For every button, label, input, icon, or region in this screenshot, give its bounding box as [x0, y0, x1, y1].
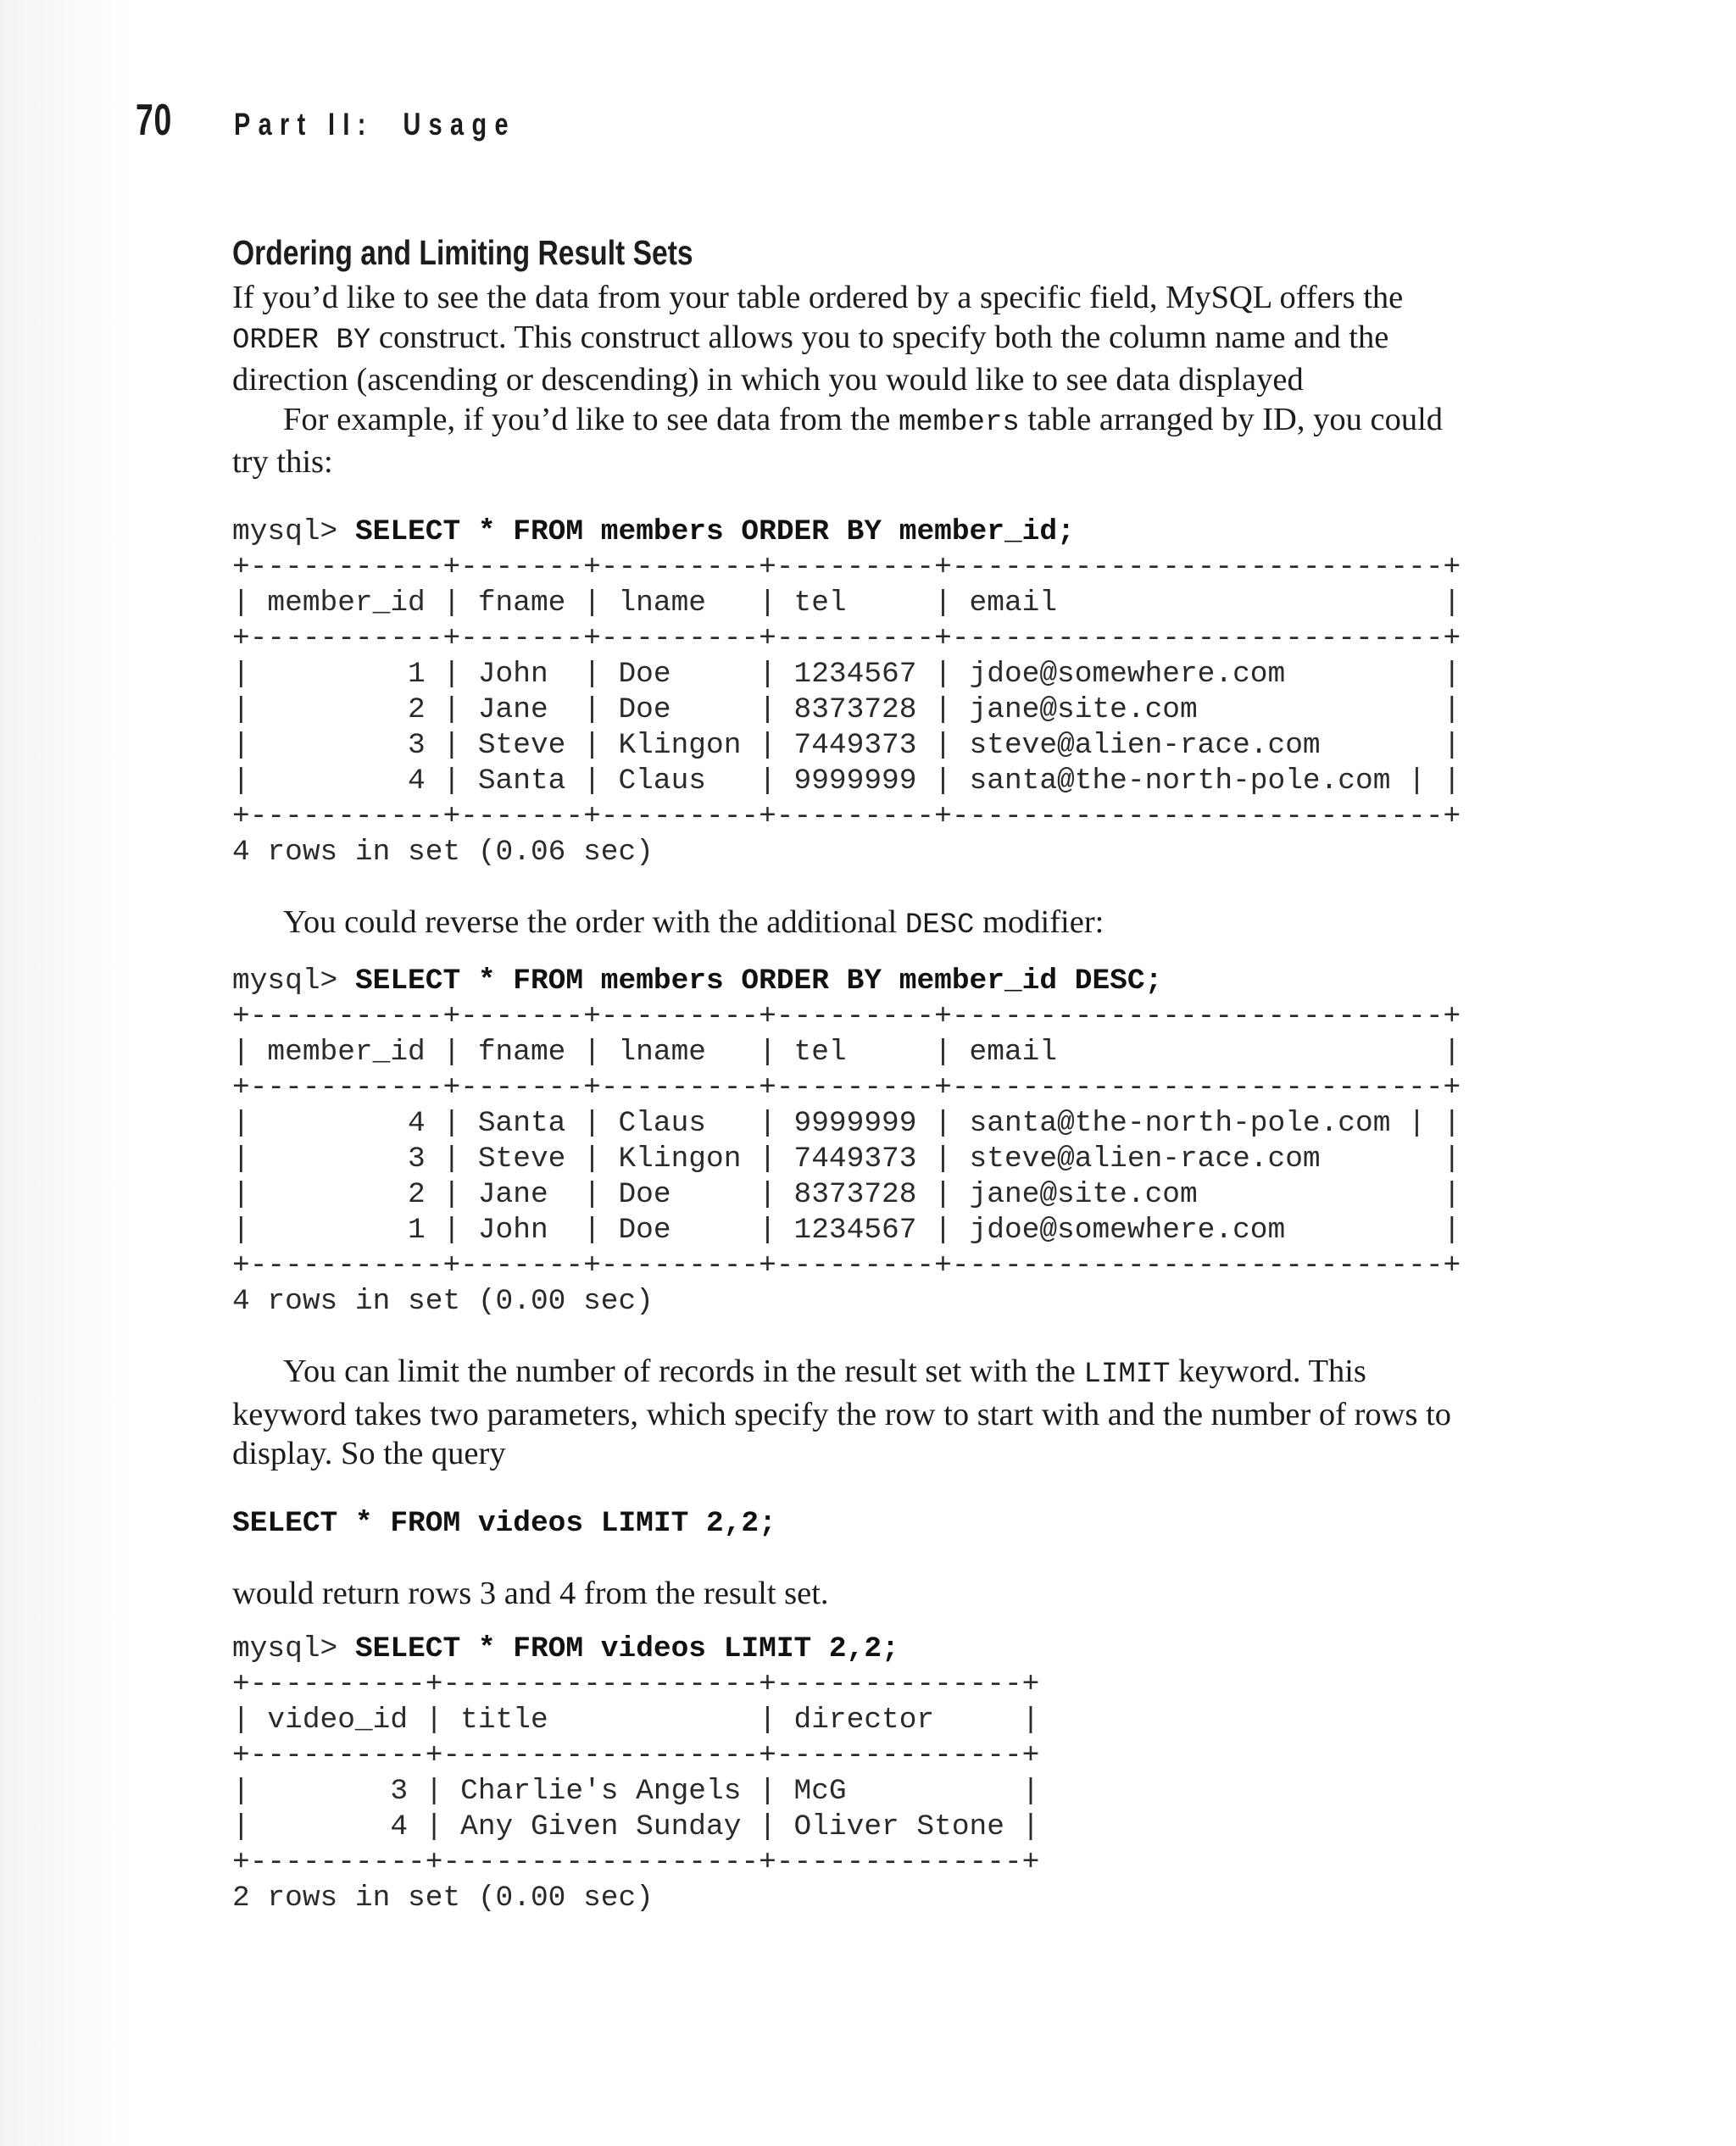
section-heading: Ordering and Limiting Result Sets [232, 233, 693, 272]
text-run: modifier: [974, 903, 1104, 940]
text-run: If you’d like to see the data from your table ordered by a specific field, MySQL offers the [232, 280, 1404, 315]
paragraph-limit-keyword [232, 1352, 1487, 1474]
mysql-prompt: mysql> [232, 965, 355, 998]
paragraph-limit-result: would return rows 3 and 4 from the result set. [232, 1575, 829, 1611]
query-output-table: +-----------+-------+---------+---------+----------------------------+ | member_id | fname | lname | tel | email | +-----------+-------+---------+---------+----------------------------+ | 4 | Santa | Claus | 9999999 | santa@the-north-pole.com | | | 3 | Steve | Klingon | 7449373 | steve@alien-race.com | | 2 | Jane | Doe | 8373728 | jane@site.com | | 1 | John | Doe | 1234567 | jdoe@somewhere.com | +-----------+-------+---------+---------+----------------------------+ 4 rows in set (0.00 sec) [232, 1000, 1461, 1318]
sql-command: SELECT * FROM members ORDER BY member_id; [354, 514, 1075, 548]
sql-command: SELECT * FROM members ORDER BY member_id DESC; [354, 965, 1163, 998]
text-run: You can limit the number of records in the result set with the [283, 1354, 1084, 1389]
inline-code: DESC [904, 909, 975, 942]
paragraph-desc-modifier [232, 903, 1487, 946]
running-head [136, 95, 596, 154]
text-run: You could reverse the order with the additional [283, 903, 905, 940]
paragraph-members-example [232, 400, 1487, 482]
paragraph-order-by-intro [232, 278, 1487, 400]
inline-code: LIMIT [1083, 1359, 1171, 1391]
code-block-order-by-desc [232, 964, 1487, 1320]
code-block-limit [232, 1632, 1487, 1916]
page-gutter [0, 0, 134, 2146]
sql-command: SELECT * FROM videos LIMIT 2,2; [232, 1506, 776, 1540]
text-run: keyword. This keyword takes two parameters, which specify the row to start with and the number of rows to display. So the query [232, 1354, 1452, 1471]
code-block-order-by [232, 514, 1487, 870]
query-output-table: +----------+------------------+--------------+ | video_id | title | director | +----------+------------------+--------------+ | 3 | Charlie's Angels | McG | | 4 | Any Given Sunday | Oliver Stone | +----------+------------------+--------------+ 2 rows in set (0.00 sec) [232, 1668, 1040, 1915]
sql-command: SELECT * FROM videos LIMIT 2,2; [354, 1632, 899, 1665]
part-label: Part II: Usage [234, 107, 516, 142]
page-content [232, 227, 1487, 1916]
inline-code: members [898, 406, 1020, 439]
text-run: table arranged by ID, you could try this: [232, 401, 1444, 480]
code-block-sample-query [232, 1506, 1487, 1542]
mysql-prompt: mysql> [232, 1632, 355, 1665]
mysql-prompt: mysql> [232, 514, 355, 548]
text-run: For example, if you’d like to see data from the [283, 401, 899, 437]
page-number: 70 [136, 96, 173, 145]
inline-code: ORDER BY [232, 324, 371, 357]
text-run: construct. This construct allows you to specify both the column name and the direction (ascending or descending) in which you would like to see data displayed [232, 319, 1389, 398]
query-output-table: +-----------+-------+---------+---------+----------------------------+ | member_id | fname | lname | tel | email | +-----------+-------+---------+---------+----------------------------+ | 1 | John | Doe | 1234567 | jdoe@somewhere.com | | 2 | Jane | Doe | 8373728 | jane@site.com | | 3 | Steve | Klingon | 7449373 | steve@alien-race.com | | 4 | Santa | Claus | 9999999 | santa@the-north-pole.com | | +-----------+-------+---------+---------+----------------------------+ 4 rows in set (0.06 sec) [232, 550, 1461, 869]
